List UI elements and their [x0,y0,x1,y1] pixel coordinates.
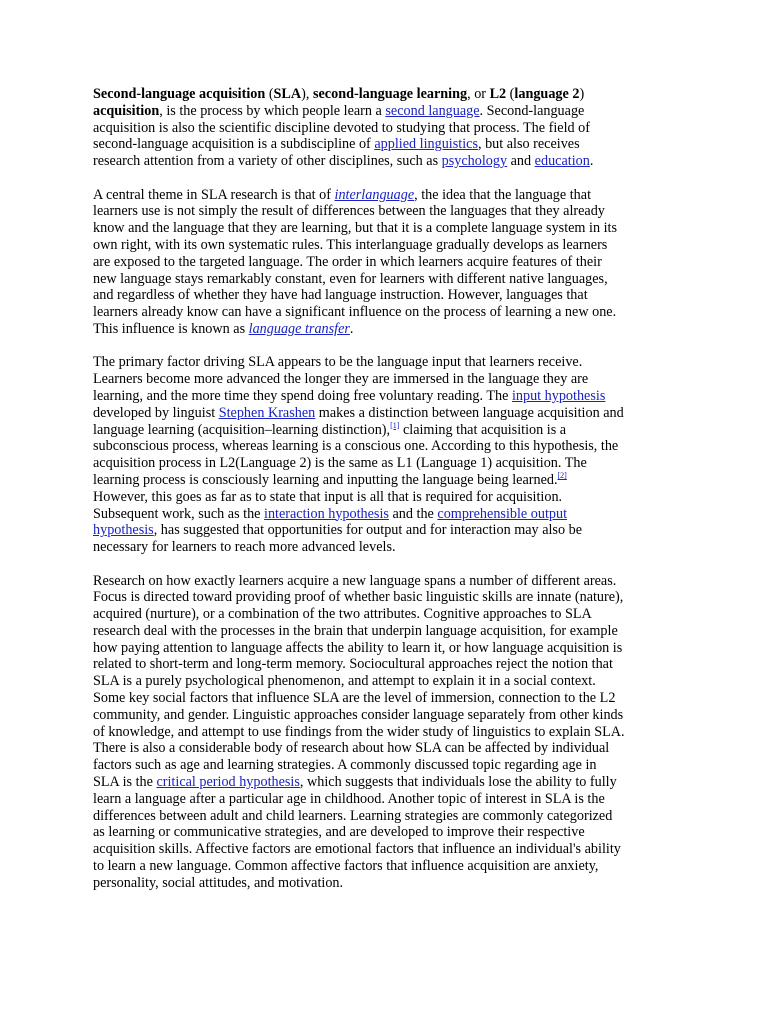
text-run: The primary factor driving SLA appears to be the language input that learners receive. Learners become more advanced the longer they are immersed in the language they are learning, and the more time they spend doing free voluntary reading. The [93,354,589,404]
text-run: ) [579,86,585,102]
bold-term: language 2 [514,86,580,102]
wiki-link[interactable]: interaction hypothesis [264,505,389,522]
wiki-link[interactable]: language transfer [248,320,350,337]
wiki-link[interactable]: comprehensible output hypothesis [93,505,568,539]
text-run: ( [506,86,515,102]
citation-link[interactable]: [1] [390,420,400,430]
text-run: A central theme in SLA research is that of [93,186,335,203]
text-run: and the [388,505,438,522]
bold-term: SLA [273,86,302,102]
citation-ref [558,471,567,480]
paragraph-2 [93,187,673,338]
wiki-link[interactable]: input hypothesis [511,387,606,404]
wiki-link[interactable]: interlanguage [334,186,415,203]
text-run: , or [467,86,490,102]
paragraph-4 [93,573,673,892]
text-run: , but also receives research attention from a variety of other disciplines, such as [93,136,580,170]
text-run: , which suggests that individuals lose the ability to fully learn a language after a particular age in childhood. Another topic of interest in SLA is the differences between adult and child learners. Learning strategies are commonly categorized as learning or communicative strategies, and are developed to improve their respective acquisition skills. Affective factors are emotional factors that influence an individual's ability to learn a new language. Common affective factors that influence acquisition are anxiety, personality, social attitudes, and motivation. [93,774,621,891]
text-run: , the idea that the language that learners use is not simply the result of differences between the languages that they already know and the language that they are learning, but that it is a complete language system in its own right, with its own systematic rules. This interlanguage gradually develops as learners are exposed to the targeted language. The order in which learners acquire features of their new language stays remarkably constant, even for learners with different native languages, and regardless of whether they have had language instruction. However, languages that learners already know can have a significant influence on the process of learning a new one. This influence is known as [93,186,618,337]
text-run: . Second-language acquisition is also the scientific discipline devoted to studying that process. The field of second-language acquisition is a subdiscipline of [93,102,590,153]
wiki-link[interactable]: second language [385,102,480,119]
text-run: . [349,320,354,337]
wiki-link[interactable]: Stephen Krashen [218,404,316,421]
bold-term: Second-language acquisition [93,86,266,102]
bold-term: second-language learning [312,86,468,102]
text-run: , has suggested that opportunities for output and for interaction may also be necessary for learners to reach more advanced levels. [93,522,582,556]
text-run: makes a distinction between language acquisition and language learning (acquisition–learning distinction), [93,404,624,438]
text-run: claiming that acquisition is a subconscious process, whereas learning is a conscious one. According to this hypothesis, the acquisition process in L2(Language 2) is the same as L1 (Language 1) acquisition. The learning process is consciously learning and inputting the language being learned. [93,421,619,488]
paragraph-1 [93,86,673,170]
wiki-link[interactable]: applied linguistics [374,136,478,153]
text-run: Research on how exactly learners acquire a new language spans a number of different areas. Focus is directed toward providing proof of whether basic linguistic skills are innate (nature), acquired (nurture), or a combination of the two attributes. Cognitive approaches to SLA research deal with the processes in the brain that underpin language acquisition, for example how paying attention to language affects the ability to learn it, or how language acquisition is related to short-term and long-term memory. Sociocultural approaches reject the notion that SLA is a purely psychological phenomenon, and attempt to explain it in a social context. Some key social factors that influence SLA are the level of immersion, connection to the L2 community, and gender. Linguistic approaches consider language separately from other kinds of knowledge, and attempt to use findings from the wider study of linguistics to explain SLA. There is also a considerable body of research about how SLA can be affected by individual factors such as age and learning strategies. A commonly discussed topic regarding age in SLA is the [93,572,625,791]
citation-link[interactable]: [2] [557,470,567,480]
bold-term: L2 [489,86,507,102]
text-run: . [589,153,594,170]
text-run: However, this goes as far as to state that input is all that is required for acquisition. Subsequent work, such as the [93,488,563,522]
text-run: and [507,153,535,170]
paragraph-3 [93,354,673,556]
citation-ref [390,421,399,430]
text-run: ), [301,86,313,102]
wiki-link[interactable]: critical period hypothesis [156,774,300,791]
bold-term: acquisition [93,102,160,119]
article-body [93,86,673,908]
wiki-link[interactable]: psychology [441,153,508,170]
text-run: developed by linguist [93,404,216,421]
text-run: ( [265,86,274,102]
wiki-link[interactable]: education [534,153,590,170]
text-run: , is the process by which people learn a [159,102,386,119]
